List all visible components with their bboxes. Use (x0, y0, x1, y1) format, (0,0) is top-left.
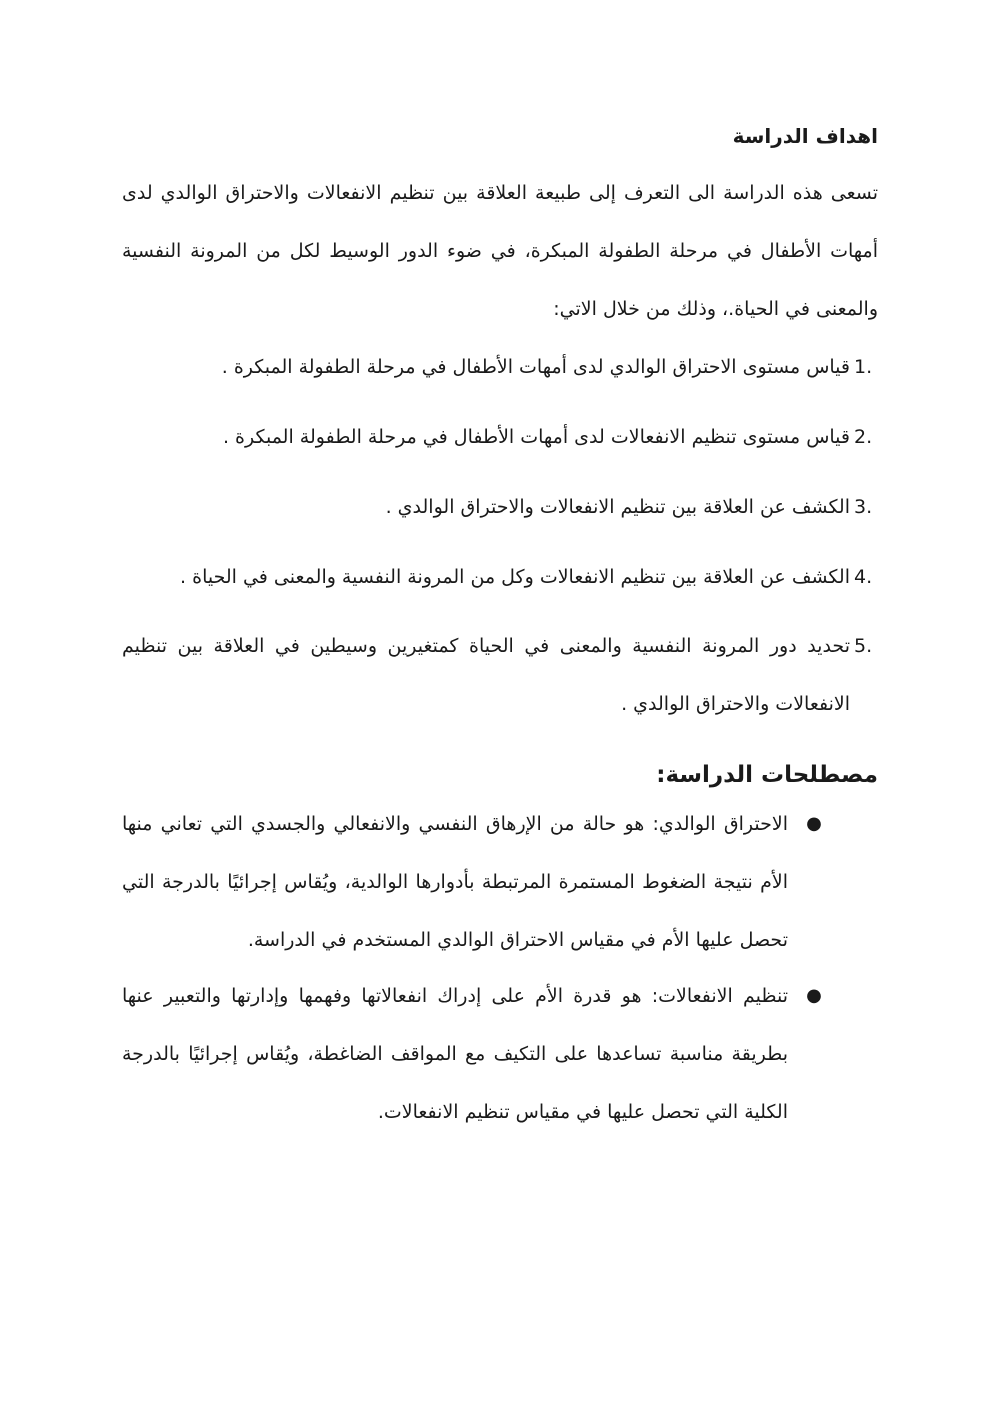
objective-text: الكشف عن العلاقة بين تنظيم الانفعالات والاحتراق الوالدي . (385, 496, 850, 518)
bullet-icon: ● (806, 985, 822, 1006)
bullet-icon: ● (806, 813, 822, 834)
objective-text: الكشف عن العلاقة بين تنظيم الانفعالات وكل من المرونة النفسية والمعنى في الحياة . (180, 566, 850, 588)
term-title: الاحتراق الوالدي: (652, 813, 788, 835)
objective-number: 4. (854, 566, 873, 588)
objective-text: قياس مستوى الاحتراق الوالدي لدى أمهات الأطفال في مرحلة الطفولة المبكرة . (221, 356, 850, 378)
objectives-heading: اهداف الدراسة (732, 124, 878, 148)
term-item (122, 795, 822, 969)
objective-text: تحديد دور المرونة النفسية والمعنى في الحياة كمتغيرين وسيطين في العلاقة بين تنظيم الانفعالات والاحتراق الوالدي . (122, 635, 850, 715)
objective-number: 5. (854, 635, 873, 657)
objective-number: 3. (854, 496, 873, 518)
objective-item (122, 548, 873, 606)
objective-number: 1. (854, 356, 873, 378)
objective-item (122, 338, 873, 396)
objective-item (122, 408, 873, 466)
term-definition: هو حالة من الإرهاق النفسي والانفعالي والجسدي التي تعاني منها الأم نتيجة الضغوط المستمرة المرتبطة بأدوارها الوالدية، ويُقاس إجرائيًا بالدرجة التي تحصل عليها الأم في مقياس الاحتراق الوالدي المستخدم في الدراسة. (122, 813, 788, 951)
term-definition: هو قدرة الأم على إدراك انفعالاتها وفهمها وإدارتها والتعبير عنها بطريقة مناسبة تساعدها على التكيف مع المواقف الضاغطة، ويُقاس إجرائيًا بالدرجة الكلية التي تحصل عليها في مقياس تنظيم الانفعالات. (122, 985, 788, 1123)
objective-item (122, 617, 873, 733)
terms-heading: مصطلحات الدراسة: (656, 762, 878, 788)
term-item (122, 967, 822, 1141)
objectives-intro-paragraph: تسعى هذه الدراسة الى التعرف إلى طبيعة العلاقة بين تنظيم الانفعالات والاحتراق الوالدي لدى أمهات الأطفال في مرحلة الطفولة المبكرة، في ضوء الدور الوسيط لكل من المرونة النفسية والمعنى في الحياة.، وذلك من خلال الاتي: (122, 182, 878, 320)
objective-item (122, 478, 873, 536)
objective-text: قياس مستوى تنظيم الانفعالات لدى أمهات الأطفال في مرحلة الطفولة المبكرة . (222, 426, 850, 448)
term-title: تنظيم الانفعالات: (651, 985, 789, 1007)
objective-number: 2. (854, 426, 873, 448)
